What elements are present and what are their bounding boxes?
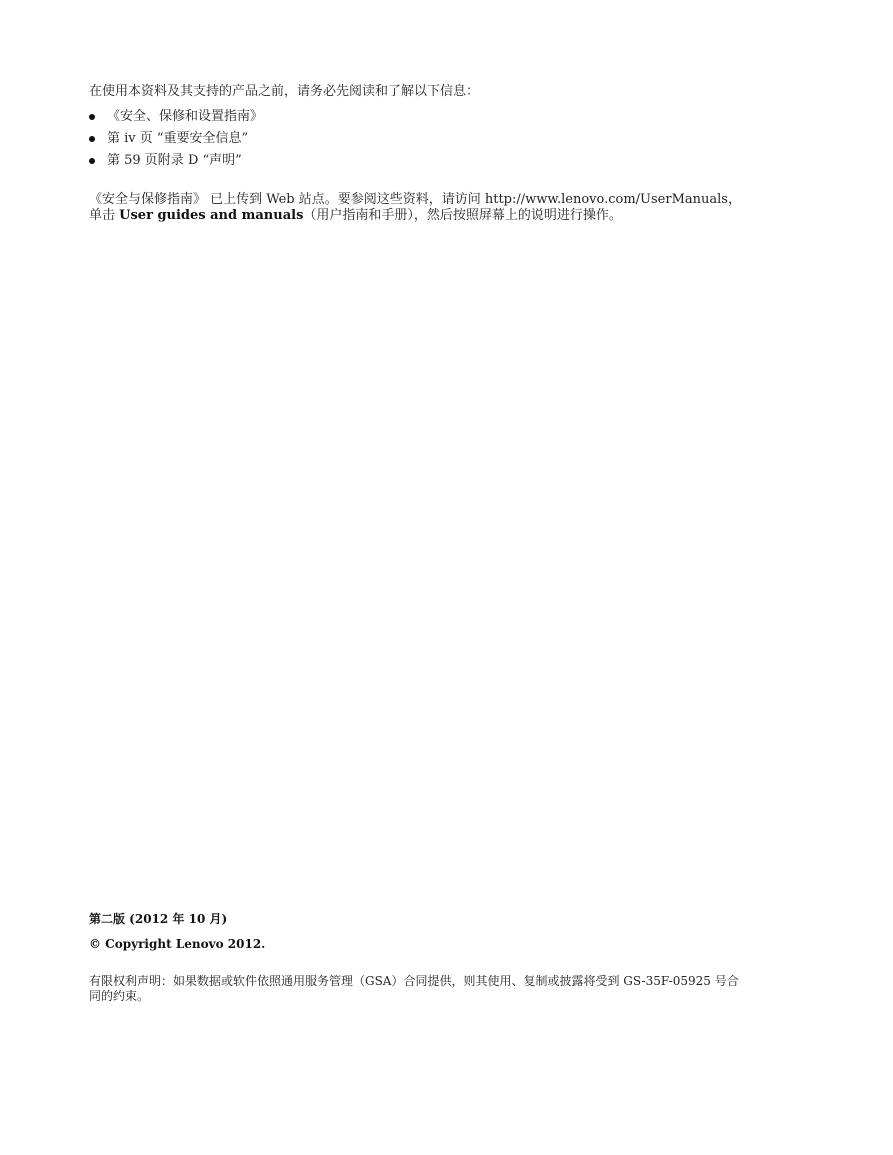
list-item-text: 第 iv 页 “重要安全信息” xyxy=(107,131,249,146)
edition-statement: 第二版 (2012 年 10 月) xyxy=(89,912,228,926)
list-item-text: 《安全、保修和设置指南》 xyxy=(107,109,264,124)
required-reading-list xyxy=(89,109,263,175)
list-item xyxy=(89,109,263,125)
notice-line-2: 同的约束。 xyxy=(89,989,150,1003)
user-guides-label: User guides and manuals xyxy=(119,208,304,223)
paragraph-line-2-suffix: （用户指南和手册），然后按照屏幕上的说明进行操作。 xyxy=(303,208,622,223)
bullet-icon xyxy=(89,136,95,142)
list-item-text: 第 59 页附录 D “声明” xyxy=(107,153,242,168)
restricted-rights-notice xyxy=(89,974,799,1004)
list-item xyxy=(89,131,263,147)
bullet-icon xyxy=(89,114,95,120)
list-item xyxy=(89,153,263,169)
bullet-icon xyxy=(89,158,95,164)
copyright-notice: © Copyright Lenovo 2012. xyxy=(89,937,266,951)
notice-line-1: 有限权利声明：如果数据或软件依照通用服务管理（GSA）合同提供，则其使用、复制或披露将受到 GS-35F-05925 号合 xyxy=(89,974,739,988)
intro-text: 在使用本资料及其支持的产品之前，请务必先阅读和了解以下信息： xyxy=(89,84,480,99)
manuals-paragraph xyxy=(89,192,809,224)
paragraph-line-2-prefix: 单击 xyxy=(89,208,120,223)
paragraph-line-1: 《安全与保修指南》 已上传到 Web 站点。要参阅这些资料，请访问 http://www.lenovo.com/UserManuals， xyxy=(89,192,741,207)
paragraph-line-2 xyxy=(89,208,809,224)
